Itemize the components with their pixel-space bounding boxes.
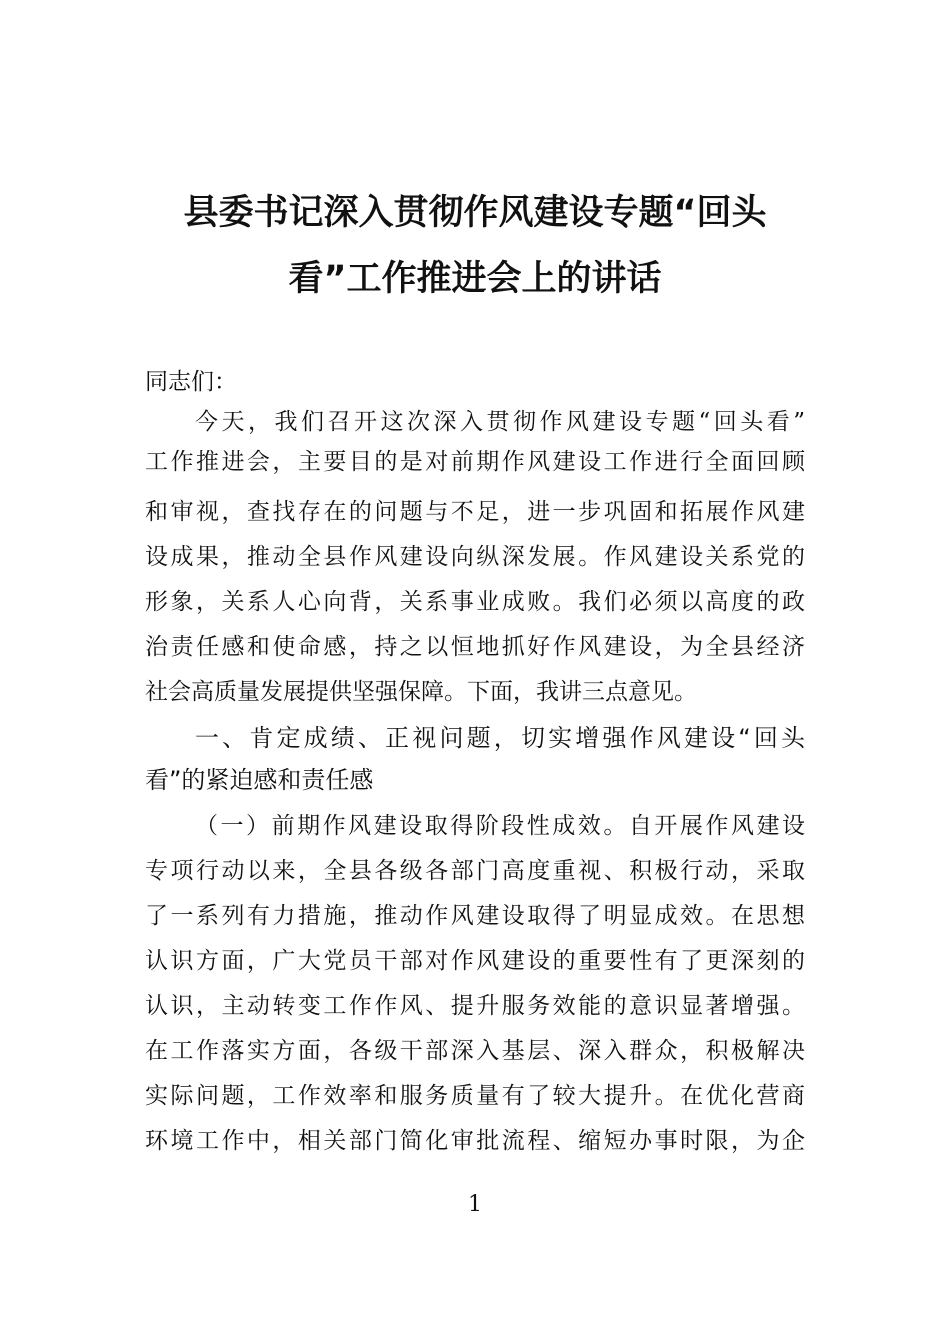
paragraph-1-line: 工作推进会，主要目的是对前期作风建设工作进行全面回顾 [145,449,805,475]
paragraph-1-line: 今天，我们召开这次深入贯彻作风建设专题“回头看” [195,409,805,435]
title-line-2: 看”工作推进会上的讲话 [288,259,662,299]
paragraph-2-line: 在工作落实方面，各级干部深入基层、深入群众，积极解决 [145,1038,805,1064]
paragraph-2-line: 专项行动以来，全县各级各部门高度重视、积极行动，采取 [145,858,805,884]
paragraph-2-line: 认识方面，广大党员干部对作风建设的重要性有了更深刻的 [145,948,805,974]
section-heading-line: 看”的紧迫感和责任感 [145,766,374,794]
paragraph-2-line: （一）前期作风建设取得阶段性成效。自开展作风建设 [195,813,805,839]
title-line-1: 县委书记深入贯彻作风建设专题“回头 [183,193,767,233]
paragraph-2-line: 环境工作中，相关部门简化审批流程、缩短办事时限，为企 [145,1128,805,1154]
paragraph-1-line: 治责任感和使命感，持之以恒地抓好作风建设，为全县经济 [145,634,805,660]
salutation: 同志们： [145,369,237,395]
paragraph-2-line: 认识，主动转变工作作风、提升服务效能的意识显著增强。 [145,993,805,1019]
paragraph-1-line: 社会高质量发展提供坚强保障。下面，我讲三点意见。 [145,679,697,705]
document-title [145,180,805,312]
paragraph-2-line: 了一系列有力措施，推动作风建设取得了明显成效。在思想 [145,903,805,929]
paragraph-2-line: 实际问题，工作效率和服务质量有了较大提升。在优化营商 [145,1083,805,1109]
paragraph-1-line: 设成果，推动全县作风建设向纵深发展。作风建设关系党的 [145,544,805,570]
paragraph-1-line: 形象，关系人心向背，关系事业成败。我们必须以高度的政 [145,589,805,615]
page-number: 1 [468,1192,482,1217]
section-heading-line: 一、肯定成绩、正视问题，切实增强作风建设“回头 [195,724,805,752]
paragraph-1-line: 和审视，查找存在的问题与不足，进一步巩固和拓展作风建 [145,499,805,525]
